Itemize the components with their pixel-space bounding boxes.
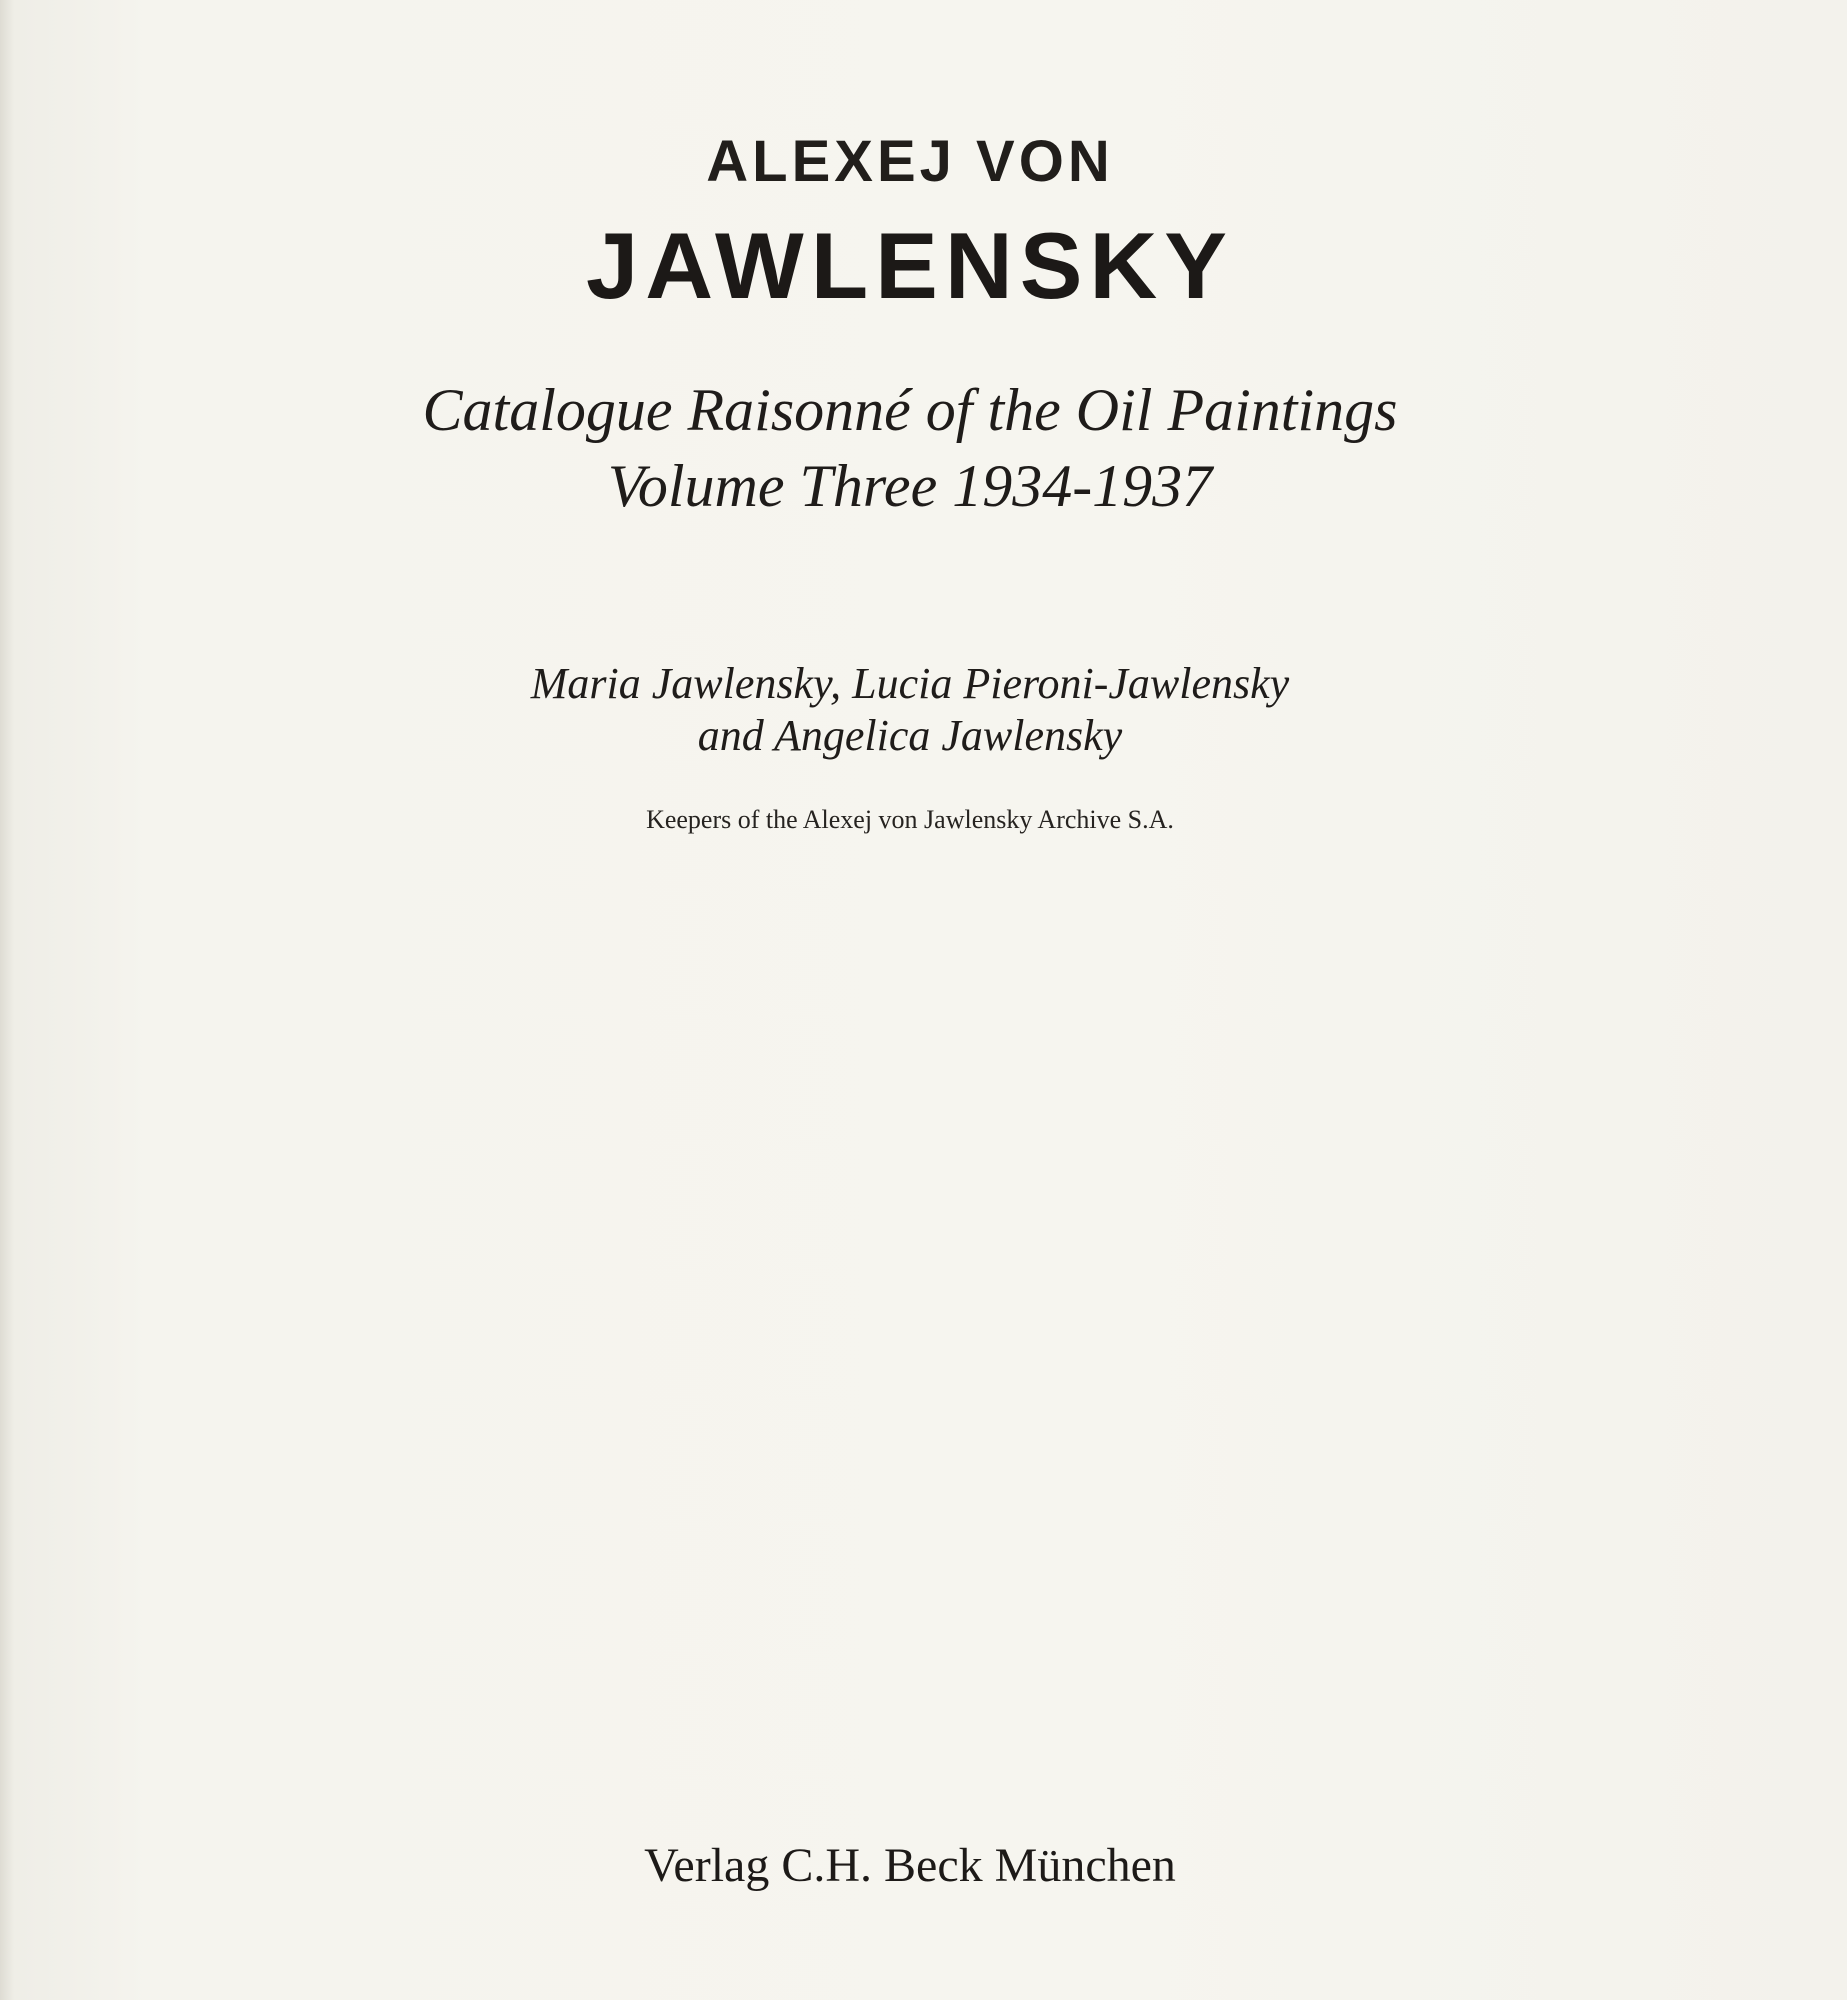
- artist-name: JAWLENSKY: [586, 213, 1234, 318]
- publisher: Verlag C.H. Beck München: [644, 1839, 1176, 1892]
- authors: [0, 658, 1820, 762]
- keepers-note: Keepers of the Alexej von Jawlensky Archive S.A.: [646, 805, 1174, 834]
- subtitle-line-1: Catalogue Raisonné of the Oil Paintings: [422, 377, 1398, 443]
- artist-name-prefix: ALEXEJ VON: [706, 129, 1114, 194]
- authors-line-2: and Angelica Jawlensky: [697, 711, 1123, 760]
- subtitle-line-2: Volume Three 1934-1937: [607, 453, 1213, 519]
- authors-line-1: Maria Jawlensky, Lucia Pieroni-Jawlensky: [530, 659, 1290, 708]
- catalogue-subtitle: [0, 372, 1820, 524]
